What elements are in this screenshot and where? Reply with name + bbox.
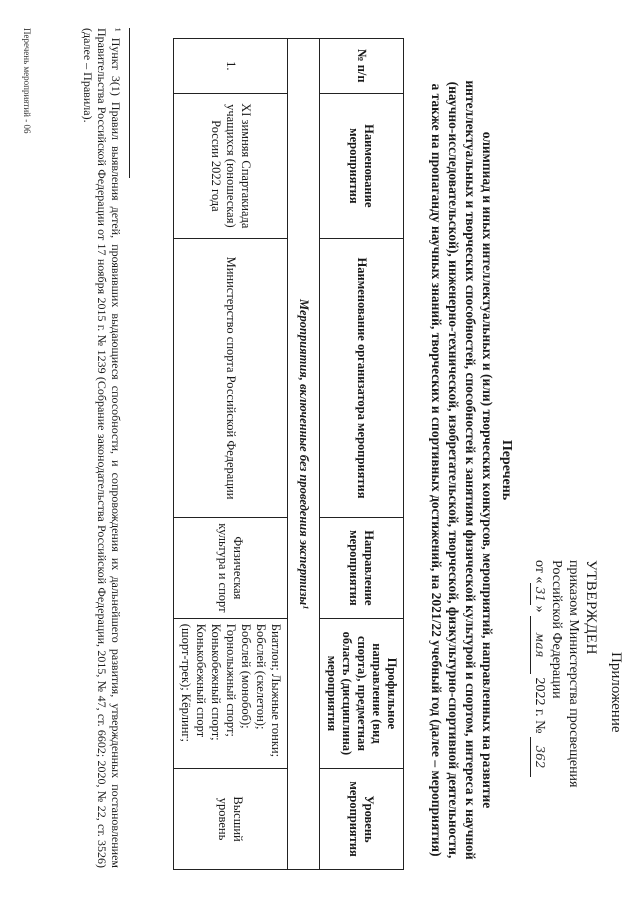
events-table — [173, 38, 404, 870]
table-section-row — [288, 39, 320, 870]
approval-date-line — [530, 560, 548, 860]
date-year: 2022 г. № — [532, 677, 547, 734]
approved-label: УТВЕРЖДЕН — [583, 560, 599, 655]
header-level: Уровень мероприятия — [320, 769, 404, 870]
header-event-name: Наименование мероприятия — [320, 93, 404, 238]
footnote: ¹ Пункт 3(1) Правил выявления детей, проявивших выдающиеся способности, и сопровождения их дальнейшего развития, утвержденных постановлением Правительства Российской Федерации от 17 ноября 2015 г. № 1239 (Собрание законодательства Российской Федерации, 2015, № 47, ст. 6602; 2020, № 22, ст. 3526) (далее – Правила). — [81, 28, 123, 868]
header-direction: Направление мероприятия — [320, 517, 404, 618]
cell-level: Высший уровень — [174, 769, 288, 870]
date-month-handwritten: мая — [530, 616, 548, 674]
header-number: № п/п — [320, 39, 404, 94]
section-title: Мероприятия, включенные без проведения экспертизы¹ — [288, 39, 320, 870]
cell-event-name: XI зимняя Спартакиада учащихся (юношеская) России 2022 года — [174, 93, 288, 238]
table-header-row — [320, 39, 404, 870]
cell-direction: Физическая культура и спорт — [174, 517, 288, 618]
title-heading: Перечень — [499, 439, 514, 501]
page-footer: Перечень мероприятий - 06 — [22, 28, 32, 134]
cell-number: 1. — [174, 39, 288, 94]
approval-stamp — [530, 560, 624, 860]
cell-profile: Биатлон; Лыжные гонки; Бобслей (скелетон); Бобслей (монобоб); Горнолыжный спорт; Конькобежный спорт; Конькобежный спорт (шорт-трек); Кёрлинг; — [174, 618, 288, 768]
title-body: олимпиад и иных интеллектуальных и (или) творческих конкурсов, мероприятий, направленных на развитие интеллектуальных и творческих способностей, способностей к занятиям физической культурой и спортом, интереса к научной (научно-исследовательской), инженерно-технической, изобретательской, творческой, физкультурно-спортивной деятельности, а также на пропаганду научных знаний, творческих и спортивных достижений, на 2021/22 учебный год (далее – мероприятия) — [429, 80, 495, 860]
date-day-handwritten: 31 — [530, 583, 548, 605]
header-organizer: Наименование организатора мероприятия — [320, 239, 404, 518]
table-row — [174, 39, 288, 870]
date-prefix: от « — [532, 560, 547, 584]
order-number-handwritten: 362 — [530, 737, 548, 777]
cell-organizer: Министерство спорта Российской Федерации — [174, 239, 288, 518]
approval-line-2: Российской Федерации — [549, 560, 564, 699]
date-mid: » — [532, 605, 547, 613]
document-title — [428, 80, 515, 860]
approval-line-1: приказом Министерства просвещения — [566, 560, 581, 788]
annex-label: Приложение — [608, 652, 624, 733]
footnote-divider — [129, 28, 130, 178]
header-profile: Профильное направление (вид спорта), предметная область (дисциплина) мероприятия — [320, 618, 404, 768]
